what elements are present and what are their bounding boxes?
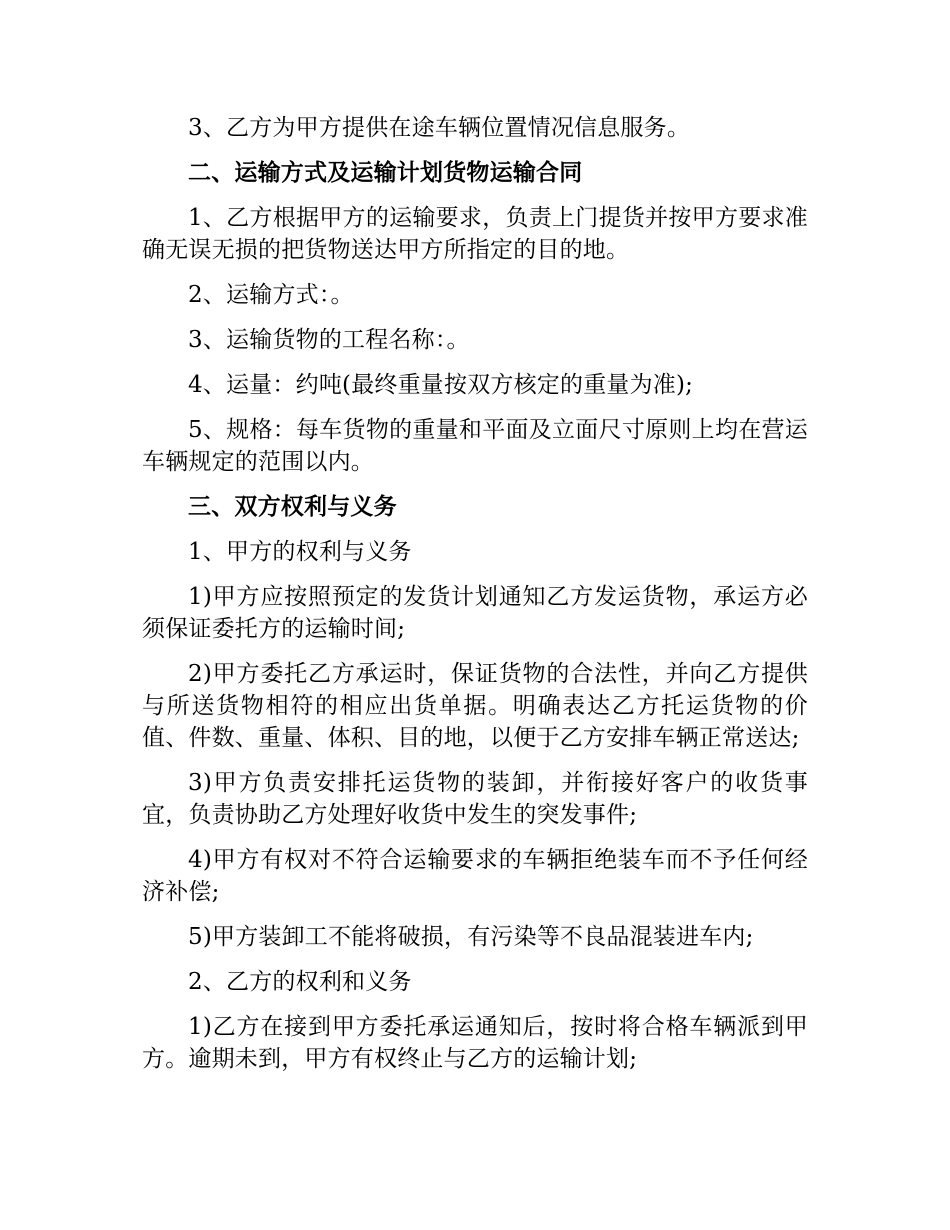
paragraph: 5、规格：每车货物的重量和平面及立面尺寸原则上均在营运车辆规定的范围以内。	[142, 417, 808, 475]
section-heading: 三、双方权利与义务	[188, 494, 397, 520]
paragraph: 4)甲方有权对不符合运输要求的车辆拒绝装车而不予任何经济补偿;	[142, 847, 808, 905]
document-body	[142, 112, 808, 1088]
paragraph: 3)甲方负责安排托运货物的装卸，并衔接好客户的收货事宜，负责协助乙方处理好收货中发生的突发事件;	[142, 770, 808, 828]
paragraph: 5)甲方装卸工不能将破损，有污染等不良品混装进车内;	[188, 924, 754, 950]
paragraph: 4、运量：约吨(最终重量按双方核定的重量为准);	[188, 372, 694, 398]
paragraph: 3、运输货物的工程名称：。	[188, 327, 470, 353]
paragraph: 2、乙方的权利和义务	[188, 969, 412, 995]
paragraph: 1)乙方在接到甲方委托承运通知后，按时将合格车辆派到甲方。逾期未到，甲方有权终止与乙方的运输计划;	[142, 1014, 808, 1072]
paragraph: 3、乙方为甲方提供在途车辆位置情况信息服务。	[188, 115, 691, 141]
paragraph: 1、乙方根据甲方的运输要求，负责上门提货并按甲方要求准确无误无损的把货物送达甲方所指定的目的地。	[142, 205, 808, 263]
paragraph: 2)甲方委托乙方承运时，保证货物的合法性，并向乙方提供与所送货物相符的相应出货单据。明确表达乙方托运货物的价值、件数、重量、体积、目的地，以便于乙方安排车辆正常送达;	[142, 661, 808, 751]
paragraph: 1、甲方的权利与义务	[188, 539, 412, 565]
section-heading: 二、运输方式及运输计划货物运输合同	[188, 160, 583, 186]
paragraph: 2、运输方式：。	[188, 282, 354, 308]
paragraph: 1)甲方应按照预定的发货计划通知乙方发运货物，承运方必须保证委托方的运输时间;	[142, 584, 808, 642]
